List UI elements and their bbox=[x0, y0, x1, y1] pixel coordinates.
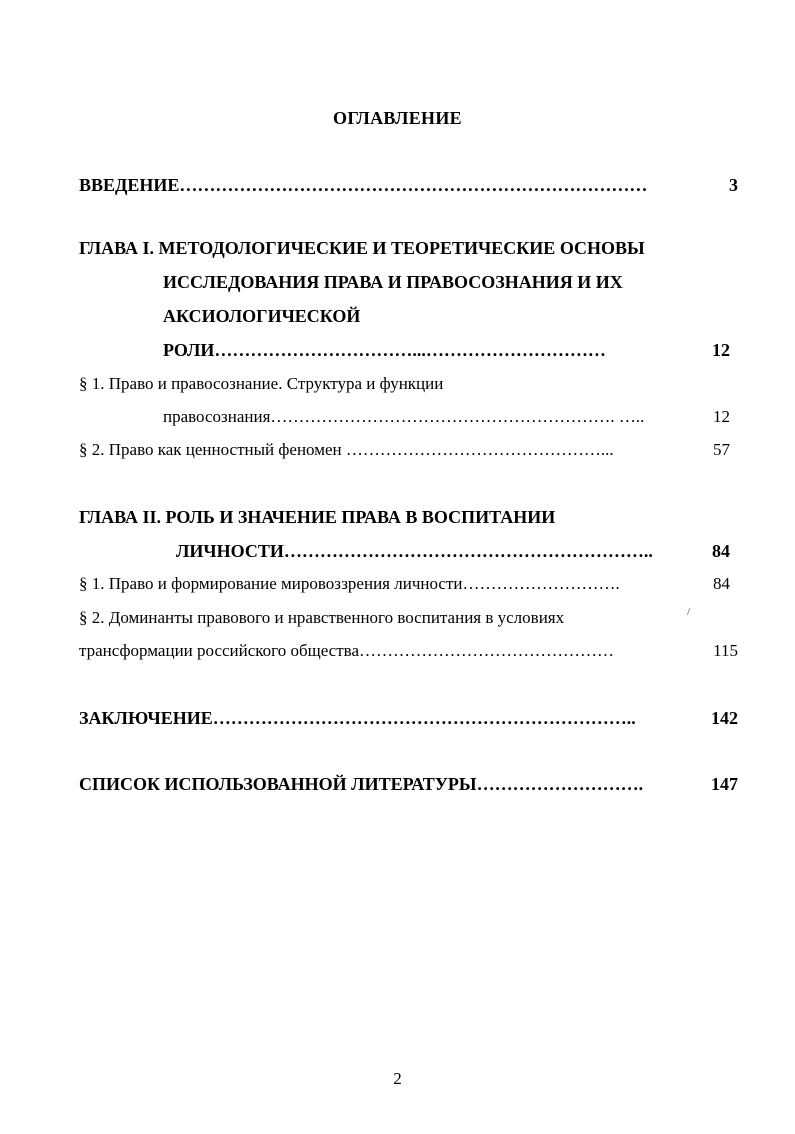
toc-page-chapter-2: 84 bbox=[712, 541, 730, 561]
toc-section-1-2[interactable]: § 2. Право как ценностный феномен ………………………………………... bbox=[79, 440, 614, 459]
toc-entry-conclusion[interactable]: ЗАКЛЮЧЕНИЕ…………………………………………………………….. bbox=[79, 708, 636, 728]
toc-page-section-2-2: 115 bbox=[713, 641, 738, 660]
stray-mark bbox=[687, 608, 690, 615]
toc-section-2-2-line1[interactable]: § 2. Доминанты правового и нравственного воспитания в условиях bbox=[79, 608, 565, 627]
toc-page-chapter-1: 12 bbox=[712, 340, 730, 360]
toc-section-1-1-line1[interactable]: § 1. Право и правосознание. Структура и функции bbox=[79, 374, 444, 393]
toc-chapter-1-title-line2[interactable]: ИССЛЕДОВАНИЯ ПРАВА И ПРАВОСОЗНАНИЯ И ИХ bbox=[163, 272, 623, 292]
toc-page-section-2-1: 84 bbox=[713, 574, 730, 593]
toc-page-conclusion: 142 bbox=[711, 708, 738, 728]
toc-section-2-2-line2[interactable]: трансформации российского общества……………………………………… bbox=[79, 641, 615, 660]
toc-title: ОГЛАВЛЕНИЕ bbox=[333, 108, 462, 128]
page-number: 2 bbox=[393, 1069, 402, 1088]
toc-chapter-1-title-line3[interactable]: АКСИОЛОГИЧЕСКОЙ bbox=[163, 306, 361, 326]
toc-page-references: 147 bbox=[711, 774, 738, 794]
toc-chapter-2-title-line1[interactable]: ГЛАВА II. РОЛЬ И ЗНАЧЕНИЕ ПРАВА В ВОСПИТАНИИ bbox=[79, 507, 556, 527]
toc-chapter-1-title-line1[interactable]: ГЛАВА I. МЕТОДОЛОГИЧЕСКИЕ И ТЕОРЕТИЧЕСКИЕ ОСНОВЫ bbox=[79, 238, 645, 258]
toc-section-1-1-line2[interactable]: правосознания……………………………………………………. ….. bbox=[163, 407, 645, 426]
toc-entry-references[interactable]: СПИСОК ИСПОЛЬЗОВАННОЙ ЛИТЕРАТУРЫ………………………. bbox=[79, 774, 644, 794]
toc-page-section-1-1: 12 bbox=[713, 407, 730, 426]
toc-chapter-2-title-line2[interactable]: ЛИЧНОСТИ…………………………………………………….. bbox=[176, 541, 653, 561]
toc-section-2-1[interactable]: § 1. Право и формирование мировоззрения личности………………………. bbox=[79, 574, 620, 593]
toc-entry-introduction[interactable]: ВВЕДЕНИЕ…………………………………………………………………… bbox=[79, 175, 648, 195]
toc-chapter-1-title-line4[interactable]: РОЛИ……………………………...………………………… bbox=[163, 340, 606, 360]
toc-page-introduction: 3 bbox=[729, 175, 738, 195]
toc-page-section-1-2: 57 bbox=[713, 440, 730, 459]
